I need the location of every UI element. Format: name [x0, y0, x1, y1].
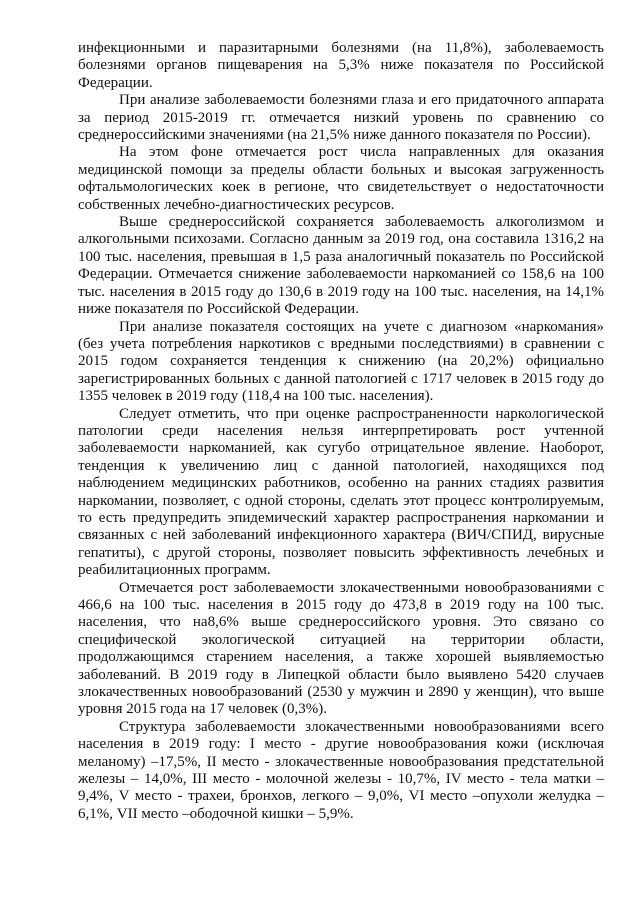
paragraph-infectious-digestive: инфекционными и паразитарными болезнями (на 11,8%), заболеваемость болезнями органов пищеварения на 5,3% ниже показателя по Российской Федерации.	[78, 40, 604, 91]
paragraph-cancer-structure: Структура заболеваемости злокачественными новообразованиями всего населения в 2019 году: I место - другие новообразования кожи (исключая меланому) –17,5%, II место - злокачественные новообразования предстательной железы – 14,0%, III место - молочной железы - 10,7%, IV место - тела матки – 9,4%, V место - трахеи, бронхов, легкого – 9,0%, VI место –опухоли желудка – 6,1%, VII место –ободочной кишки – 5,9%.	[78, 718, 604, 822]
paragraph-eye-diseases: При анализе заболеваемости болезнями глаза и его придаточного аппарата за период 2015-2019 гг. отмечается низкий уровень по сравнению со среднероссийскими значениями (на 21,5% ниже данного показателя по России).	[78, 92, 604, 144]
paragraph-narcology-assessment: Следует отметить, что при оценке распространенности наркологической патологии среди населения нельзя интерпретировать рост учтенной заболеваемости наркоманией, как сугубо отрицательное явление. Наоборот, тенденция к увеличению лиц с данной патологией, находящихся под наблюдением медицинских работников, особенно на ранних стадиях развития наркомании, позволяет, с одной стороны, сделать этот процесс контролируемым, то есть предупредить эпидемический характер распространения наркомании и связанных с ней заболеваний инфекционного характера (ВИЧ/СПИД, вирусные гепатиты), с другой стороны, позволяет повысить эффективность лечебных и реабилитационных программ.	[78, 405, 604, 579]
paragraph-alcoholism: Выше среднероссийской сохраняется заболеваемость алкоголизмом и алкогольными психозами. Согласно данным за 2019 год, она составила 1316,2 на 100 тыс. населения, превышая в 1,5 раза аналогичный показатель по Российской Федерации. Отмечается снижение заболеваемости наркоманией со 158,6 на 100 тыс. населения в 2015 году до 130,6 в 2019 году на 100 тыс. населения, на 14,1% ниже показателя по Российской Федерации.	[78, 214, 604, 318]
paragraph-cancer-incidence: Отмечается рост заболеваемости злокачественными новообразованиями с 466,6 на 100 тыс. населения в 2015 году до 473,8 в 2019 году на 100 тыс. населения, что на8,6% выше среднероссийского уровня. Это связано со специфической экологической ситуацией на территории области, продолжающимся старением населения, а также хорошей выявляемостью заболеваний. В 2019 году в Липецкой области было выявлено 5420 случаев злокачественных новообразований (2530 у мужчин и 2890 у женщин), что выше уровня 2015 года на 17 человек (0,3%).	[78, 579, 604, 718]
paragraph-ophthalmology-referrals: На этом фоне отмечается рост числа направленных для оказания медицинской помощи за пределы области больных и высокая загруженность офтальмологических коек в регионе, что свидетельствует о недостаточности собственных лечебно-диагностических ресурсов.	[78, 144, 604, 213]
paragraph-drug-addiction-registered: При анализе показателя состоящих на учете с диагнозом «наркомания» (без учета потребления наркотиков с вредными последствиями) в сравнении с 2015 годом сохраняется тенденция к снижению (на 20,2%) официально зарегистрированных больных с данной патологией с 1717 человек в 2015 году до 1355 человек в 2019 году (118,4 на 100 тыс. населения).	[78, 318, 604, 405]
